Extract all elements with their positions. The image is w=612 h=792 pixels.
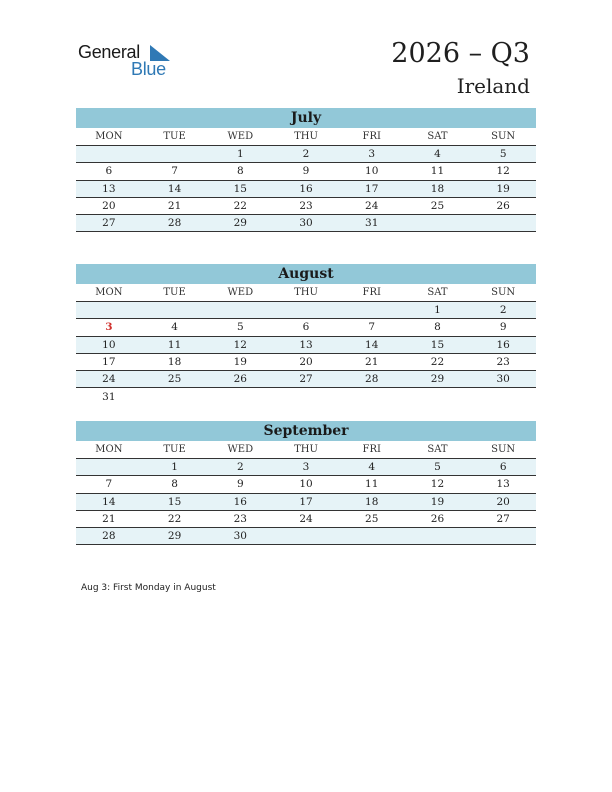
day-cell: 9: [236, 478, 244, 491]
day-cell: 31: [365, 217, 379, 230]
day-cell: 7: [105, 478, 113, 491]
day-cell: 21: [102, 513, 116, 526]
weekday-label: WED: [227, 444, 254, 455]
week-row: [76, 337, 536, 354]
day-cell: 10: [365, 165, 379, 178]
day-cell: 8: [434, 321, 441, 334]
weekday-label: SUN: [491, 287, 516, 298]
weekday-label: THU: [294, 444, 318, 455]
day-cell: 5: [499, 148, 507, 161]
day-cell: 30: [496, 373, 510, 386]
country-name: Ireland: [456, 74, 530, 98]
week-row: [76, 215, 536, 232]
day-cell: 22: [233, 200, 247, 213]
day-cell: 22: [167, 513, 182, 526]
day-cell: 21: [167, 200, 182, 213]
day-cell: 14: [102, 495, 116, 508]
weekday-label: THU: [294, 131, 318, 142]
day-cell: 12: [233, 338, 247, 351]
day-cell: 28: [102, 530, 116, 543]
week-row: [76, 198, 536, 215]
day-cell: 13: [299, 338, 313, 351]
day-cell: 8: [236, 165, 244, 178]
weekday-label: TUE: [163, 444, 186, 455]
day-cell: 28: [365, 373, 379, 386]
day-cell: 16: [496, 338, 510, 351]
day-cell: 28: [167, 217, 182, 230]
week-row: [76, 354, 536, 371]
weekday-label: MON: [95, 131, 123, 142]
day-cell: 11: [430, 165, 445, 178]
weekday-header-row: [76, 284, 536, 302]
day-cell: 2: [499, 304, 507, 317]
day-cell: 27: [102, 217, 116, 230]
day-cell: 24: [365, 200, 379, 213]
day-cell: 13: [102, 182, 116, 195]
day-cell: 13: [496, 478, 510, 491]
week-row: [76, 319, 536, 336]
weekday-label: FRI: [362, 444, 381, 455]
week-row: [76, 163, 536, 180]
week-row: [76, 528, 536, 545]
weekday-label: SAT: [427, 444, 448, 455]
day-cell: 18: [167, 356, 182, 369]
day-cell: 4: [368, 461, 376, 474]
weekday-label: SAT: [427, 131, 448, 142]
day-cell: 6: [105, 165, 113, 178]
day-cell: 26: [430, 513, 445, 526]
day-cell: 17: [299, 495, 313, 508]
day-cell: 7: [171, 165, 178, 178]
day-cell: 19: [430, 495, 445, 508]
day-cell: 30: [299, 217, 313, 230]
holiday-day-cell: 3: [105, 321, 113, 334]
week-row: [76, 476, 536, 493]
weekday-label: FRI: [362, 131, 381, 142]
day-cell: 8: [171, 478, 178, 491]
weekday-label: SUN: [491, 131, 516, 142]
day-cell: 17: [102, 356, 116, 369]
day-cell: 17: [365, 182, 379, 195]
day-cell: 31: [102, 391, 116, 404]
day-cell: 9: [499, 321, 507, 334]
weekday-label: MON: [95, 444, 123, 455]
weekday-label: SUN: [491, 444, 516, 455]
day-cell: 26: [233, 373, 247, 386]
month-calendar-september: [76, 421, 536, 545]
day-cell: 2: [302, 148, 310, 161]
day-cell: 4: [171, 321, 178, 334]
day-cell: 19: [496, 182, 510, 195]
logo-general-text: General: [78, 42, 140, 62]
day-cell: 18: [365, 495, 379, 508]
day-cell: 6: [499, 461, 507, 474]
weekday-label: WED: [227, 131, 254, 142]
week-row: [76, 511, 536, 528]
day-cell: 16: [233, 495, 247, 508]
day-cell: 15: [233, 182, 247, 195]
day-cell: 14: [167, 182, 182, 195]
day-cell: 1: [434, 304, 441, 317]
day-cell: 23: [233, 513, 247, 526]
day-cell: 2: [236, 461, 244, 474]
weekday-label: TUE: [163, 131, 186, 142]
day-cell: 15: [430, 338, 445, 351]
day-cell: 29: [430, 373, 445, 386]
weekday-header-row: [76, 128, 536, 146]
month-calendar-august: [76, 264, 536, 406]
weekday-label: SAT: [427, 287, 448, 298]
day-cell: 9: [302, 165, 310, 178]
month-calendar-july: [76, 108, 536, 232]
day-cell: 25: [365, 513, 379, 526]
day-cell: 22: [430, 356, 445, 369]
day-cell: 1: [236, 148, 244, 161]
week-row: [76, 459, 536, 476]
day-cell: 21: [365, 356, 379, 369]
day-cell: 27: [496, 513, 510, 526]
day-cell: 16: [299, 182, 313, 195]
day-cell: 24: [299, 513, 313, 526]
week-row: [76, 146, 536, 163]
weekday-label: THU: [294, 287, 318, 298]
day-cell: 10: [299, 478, 313, 491]
day-cell: 30: [233, 530, 247, 543]
month-name: July: [76, 108, 536, 128]
weekday-label: TUE: [163, 287, 186, 298]
week-row: [76, 371, 536, 388]
month-name: August: [76, 264, 536, 284]
day-cell: 19: [233, 356, 247, 369]
weekday-header-row: [76, 441, 536, 459]
day-cell: 29: [233, 217, 247, 230]
day-cell: 11: [167, 338, 182, 351]
week-row: [76, 388, 536, 405]
day-cell: 12: [430, 478, 445, 491]
page-title: 2026 – Q3: [391, 38, 530, 69]
day-cell: 3: [302, 461, 310, 474]
month-name: September: [76, 421, 536, 441]
day-cell: 26: [496, 200, 510, 213]
week-row: [76, 302, 536, 319]
day-cell: 15: [167, 495, 182, 508]
day-cell: 6: [302, 321, 310, 334]
day-cell: 5: [434, 461, 441, 474]
day-cell: 12: [496, 165, 510, 178]
day-cell: 1: [171, 461, 178, 474]
day-cell: 23: [299, 200, 313, 213]
week-row: [76, 494, 536, 511]
day-cell: 3: [368, 148, 376, 161]
holiday-note: Aug 3: First Monday in August: [81, 583, 216, 593]
day-cell: 20: [299, 356, 313, 369]
general-blue-logo: [78, 42, 178, 78]
day-cell: 14: [365, 338, 379, 351]
weekday-label: MON: [95, 287, 123, 298]
day-cell: 11: [365, 478, 379, 491]
day-cell: 25: [430, 200, 445, 213]
weekday-label: WED: [227, 287, 254, 298]
day-cell: 27: [299, 373, 313, 386]
weekday-label: FRI: [362, 287, 381, 298]
day-cell: 20: [496, 495, 510, 508]
day-cell: 20: [102, 200, 116, 213]
day-cell: 10: [102, 338, 116, 351]
logo-blue-text: Blue: [131, 59, 166, 79]
day-cell: 18: [430, 182, 445, 195]
day-cell: 23: [496, 356, 510, 369]
day-cell: 4: [434, 148, 441, 161]
day-cell: 24: [102, 373, 116, 386]
day-cell: 5: [236, 321, 244, 334]
day-cell: 7: [368, 321, 376, 334]
day-cell: 25: [167, 373, 182, 386]
day-cell: 29: [167, 530, 182, 543]
week-row: [76, 181, 536, 198]
